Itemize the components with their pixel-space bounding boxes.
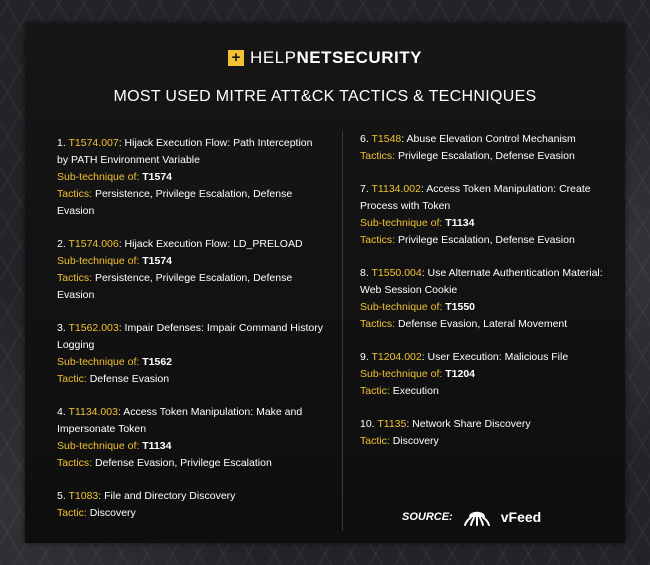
source-credit [402,507,541,527]
technique-heading: 9. T1204.002: User Execution: Malicious File [360,351,569,363]
parent-technique: T1134 [445,217,475,229]
technique-entry [360,416,615,450]
tactics-value: Defense Evasion [89,373,170,385]
parent-technique: T1562 [142,356,173,368]
technique-id: T1548 [371,133,402,145]
tactics-value: Discovery [392,435,439,447]
subtechnique-line: Sub-technique of: T1574 [57,171,173,183]
technique-entry [360,265,615,333]
technique-heading: 3. T1562.003: Impair Defenses: Impair Command History Logging [57,322,323,351]
technique-heading: 10. T1135: Network Share Discovery [360,418,531,430]
infographic-card [25,23,625,543]
subtechnique-line: Sub-technique of: T1134 [57,440,172,452]
technique-name: : Hijack Execution Flow: LD_PRELOAD [118,238,303,250]
tactics-line: Tactics: Persistence, Privilege Escalation, Defense Evasion [57,272,293,301]
tactics-value: Discovery [89,507,136,519]
technique-id: T1134.002 [371,183,421,195]
page-title: MOST USED MITRE ATT&CK TACTICS & TECHNIQUES [113,88,537,105]
subtechnique-line: Sub-technique of: T1562 [57,356,173,368]
tactics-line: Tactic: Discovery [57,507,136,519]
tactics-value: Privilege Escalation, Defense Evasion [397,150,575,162]
parent-technique: T1204 [445,368,476,380]
technique-heading: 7. T1134.002: Access Token Manipulation: Create Process with Token [360,183,591,212]
technique-entry [360,349,615,400]
vfeed-octopus-icon [461,507,493,527]
technique-entry [57,236,325,304]
parent-technique: T1574 [142,255,173,267]
technique-entry [360,181,615,249]
technique-name: : Abuse Elevation Control Mechanism [401,133,576,145]
technique-id: T1574.007 [68,137,119,149]
parent-technique: T1550 [445,301,476,313]
column-divider [342,131,343,531]
technique-id: T1134.003 [68,406,118,418]
technique-id: T1574.006 [68,238,119,250]
technique-id: T1135 [377,418,407,430]
technique-id: T1562.003 [68,322,119,334]
technique-name: : Network Share Discovery [406,418,531,430]
source-label: SOURCE: [402,511,453,523]
tactics-line: Tactics: Privilege Escalation, Defense Evasion [360,234,575,246]
technique-entry [57,404,325,472]
helpnetsecurity-logo [25,48,625,68]
technique-heading: 1. T1574.007: Hijack Execution Flow: Path Interception by PATH Environment Variable [57,137,313,166]
technique-name: : Access Token Manipulation: Create Process with Token [360,183,591,212]
plus-icon: + [228,50,244,66]
technique-name: : Use Alternate Authentication Material: Web Session Cookie [360,267,603,296]
vfeed-logo-text: vFeed [500,509,542,525]
technique-heading: 4. T1134.003: Access Token Manipulation: Make and Impersonate Token [57,406,303,435]
technique-heading: 6. T1548: Abuse Elevation Control Mechanism [360,133,576,145]
technique-entry [57,135,325,220]
tactics-line: Tactics: Privilege Escalation, Defense Evasion [360,150,575,162]
tactics-line: Tactics: Defense Evasion, Privilege Escalation [57,457,272,469]
technique-id: T1550.004 [371,267,422,279]
technique-id: T1083 [68,490,99,502]
technique-entry [360,131,615,165]
technique-heading: 5. T1083: File and Directory Discovery [57,490,236,502]
tactics-line: Tactic: Execution [360,385,439,397]
right-column [360,131,615,466]
technique-heading: 8. T1550.004: Use Alternate Authentication Material: Web Session Cookie [360,267,603,296]
tactics-value: Persistence, Privilege Escalation, Defense Evasion [57,272,293,301]
tactics-value: Defense Evasion, Privilege Escalation [94,457,272,469]
tactics-value: Defense Evasion, Lateral Movement [397,318,568,330]
logo-text: HELPNETSECURITY [250,48,422,67]
subtechnique-line: Sub-technique of: T1204 [360,368,476,380]
technique-name: : Access Token Manipulation: Make and Impersonate Token [57,406,303,435]
parent-technique: T1134 [142,440,172,452]
left-column [57,135,325,538]
tactics-line: Tactics: Defense Evasion, Lateral Movement [360,318,568,330]
technique-entry [57,320,325,388]
technique-heading: 2. T1574.006: Hijack Execution Flow: LD_PRELOAD [57,238,303,250]
tactics-line: Tactic: Defense Evasion [57,373,170,385]
technique-name: : User Execution: Malicious File [421,351,569,363]
tactics-line: Tactic: Discovery [360,435,439,447]
subtechnique-line: Sub-technique of: T1574 [57,255,173,267]
tactics-value: Privilege Escalation, Defense Evasion [397,234,575,246]
technique-name: : Impair Defenses: Impair Command History Logging [57,322,323,351]
subtechnique-line: Sub-technique of: T1134 [360,217,475,229]
technique-entry [57,488,325,522]
technique-name: : Hijack Execution Flow: Path Interception by PATH Environment Variable [57,137,313,166]
technique-id: T1204.002 [371,351,422,363]
technique-name: : File and Directory Discovery [98,490,236,502]
tactics-line: Tactics: Persistence, Privilege Escalation, Defense Evasion [57,188,293,217]
tactics-value: Execution [392,385,439,397]
parent-technique: T1574 [142,171,173,183]
subtechnique-line: Sub-technique of: T1550 [360,301,476,313]
tactics-value: Persistence, Privilege Escalation, Defense Evasion [57,188,293,217]
